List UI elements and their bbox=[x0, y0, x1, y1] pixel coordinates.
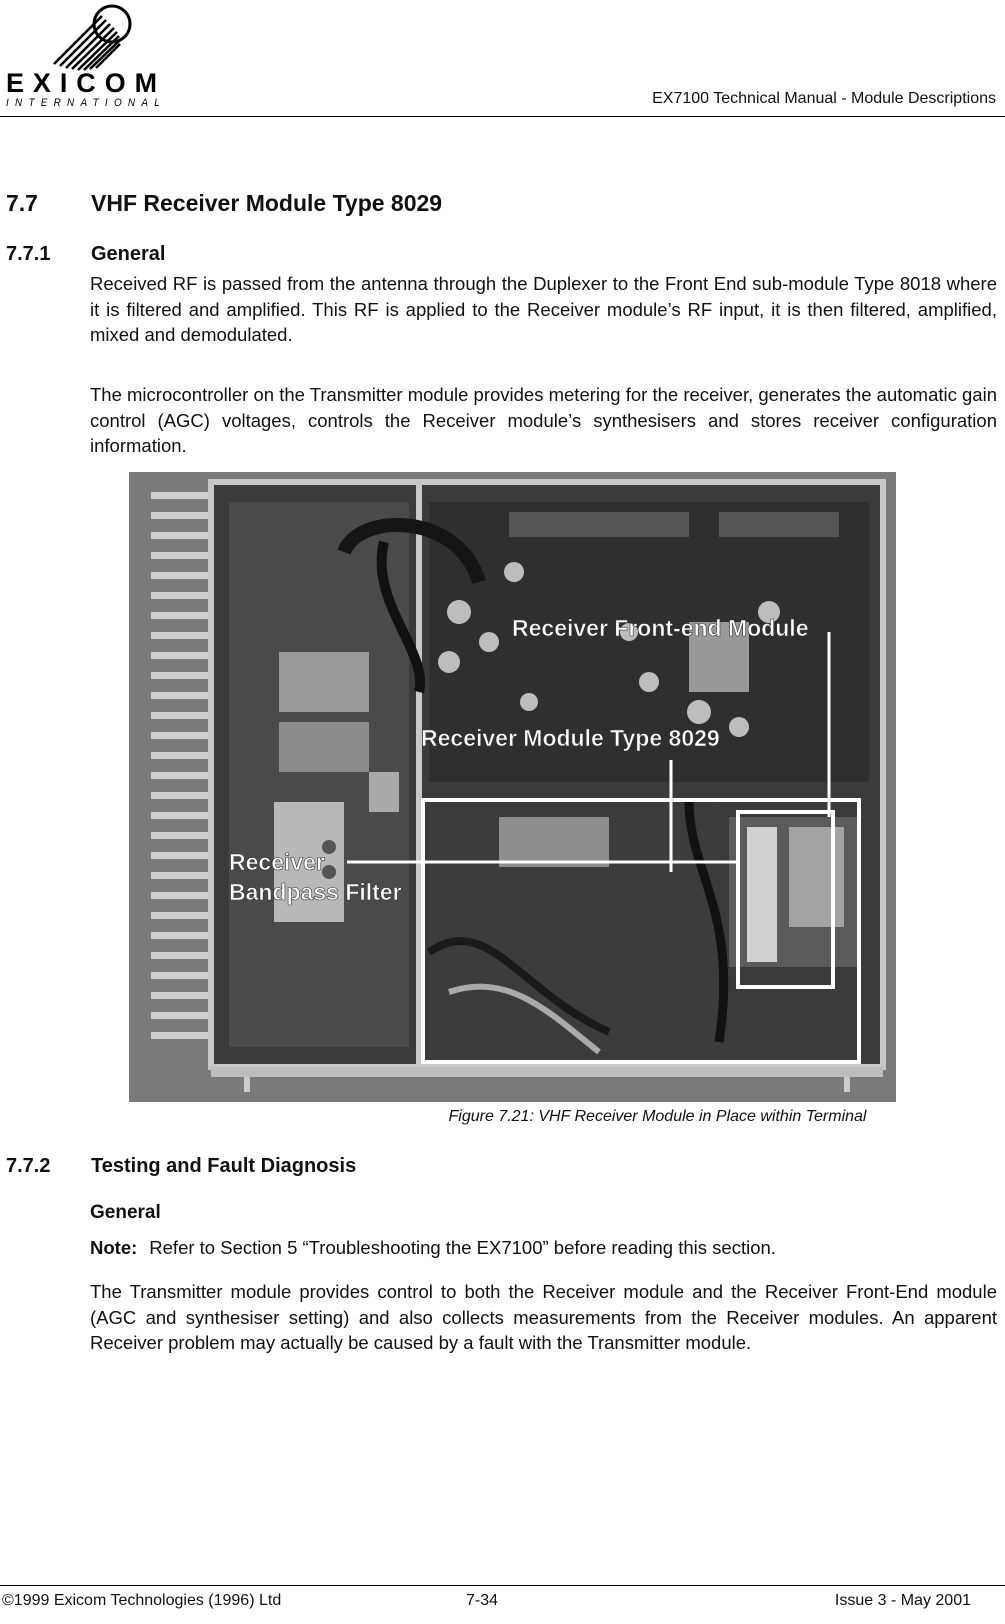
section-title: VHF Receiver Module Type 8029 bbox=[91, 190, 443, 216]
label-filter-line2: Bandpass Filter bbox=[229, 879, 402, 905]
note bbox=[90, 1237, 776, 1259]
subsection-general-number: 7.7.1 bbox=[6, 243, 51, 265]
header-divider bbox=[0, 116, 1005, 117]
subsection-general-title: General bbox=[91, 243, 166, 265]
label-receiver-module: Receiver Module Type 8029 bbox=[421, 725, 720, 751]
logo-wordmark: EXICOM bbox=[6, 68, 166, 98]
logo-globe-icon bbox=[54, 6, 130, 70]
header-title: EX7100 Technical Manual - Module Descriptions bbox=[652, 90, 996, 107]
label-front-end-module: Receiver Front-end Module bbox=[512, 615, 809, 641]
footer-copyright: ©1999 Exicom Technologies (1996) Ltd bbox=[2, 1592, 282, 1609]
testing-general-subheading: General bbox=[90, 1202, 161, 1223]
note-label: Note: bbox=[90, 1237, 138, 1258]
subsection-testing-title: Testing and Fault Diagnosis bbox=[91, 1155, 357, 1177]
footer-page-number: 7-34 bbox=[466, 1592, 499, 1609]
general-paragraph-1: Received RF is passed from the antenna through the Duplexer to the Front End sub-module Type 8018 where it is filtered and amplified. This RF is applied to the Receiver module’s RF input, it is then filtered, amplified, mixed and demodulated. bbox=[90, 273, 997, 345]
footer-divider bbox=[0, 1585, 1005, 1586]
label-filter-line1: Receiver bbox=[229, 849, 325, 875]
note-text: Refer to Section 5 “Troubleshooting the EX7100” before reading this section. bbox=[149, 1237, 776, 1258]
page-header bbox=[0, 0, 1005, 118]
general-paragraph-2: The microcontroller on the Transmitter module provides metering for the receiver, generates the automatic gain control (AGC) voltages, controls the Receiver module’s synthesisers and stores receiver configuration information. bbox=[90, 384, 997, 456]
section-number: 7.7 bbox=[6, 190, 38, 216]
subsection-testing-number: 7.7.2 bbox=[6, 1155, 51, 1177]
section-heading bbox=[6, 190, 442, 217]
testing-paragraph: The Transmitter module provides control to both the Receiver module and the Receiver Front-End module (AGC and synthesiser setting) and also collects measurements from the Receiver modules. An apparent Receiver problem may actually be caused by a fault with the Transmitter module. bbox=[90, 1281, 997, 1353]
logo-subtitle: INTERNATIONAL bbox=[6, 97, 166, 108]
receiver-module-photo bbox=[129, 472, 896, 1102]
subsection-general-heading bbox=[6, 243, 165, 266]
figure-caption: Figure 7.21: VHF Receiver Module in Place within Terminal bbox=[448, 1108, 867, 1125]
exicom-logo bbox=[2, 2, 172, 108]
footer-issue: Issue 3 - May 2001 bbox=[834, 1592, 971, 1609]
subsection-testing-heading bbox=[6, 1155, 356, 1178]
